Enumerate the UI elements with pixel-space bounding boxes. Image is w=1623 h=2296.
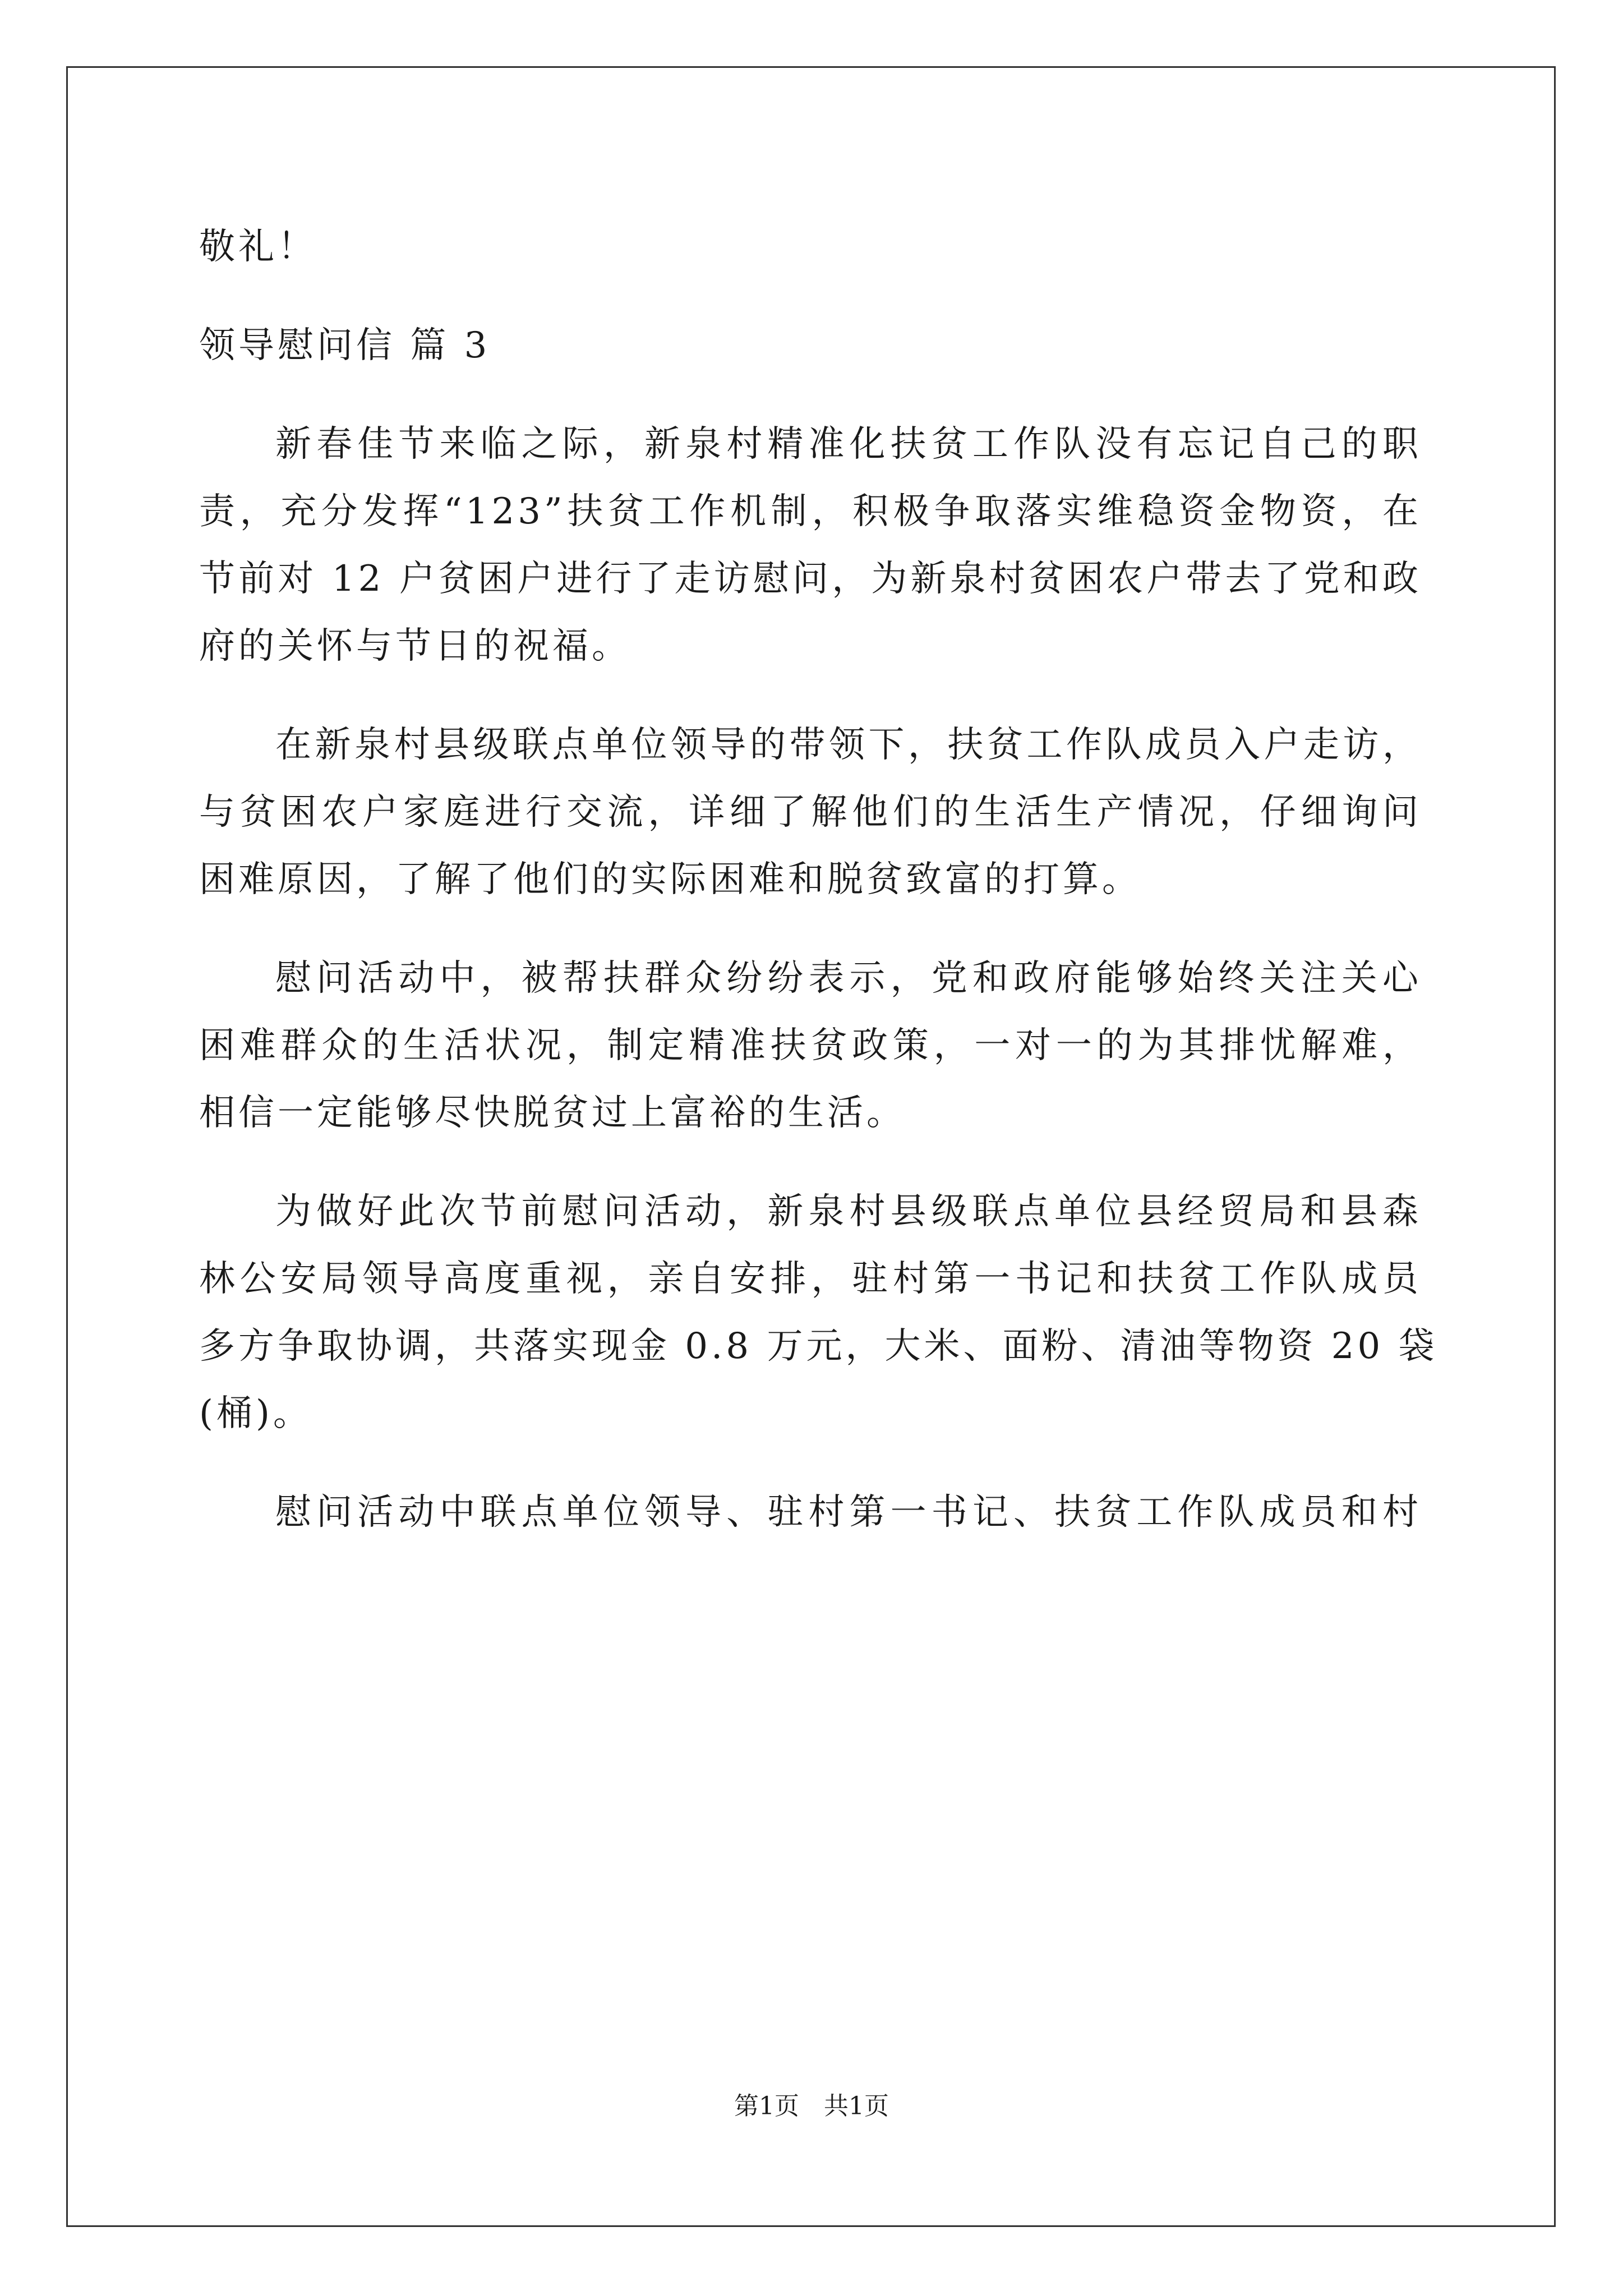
paragraph-5 — [199, 1479, 1422, 1546]
paragraph-4 — [199, 1178, 1438, 1447]
paragraph-3 — [199, 945, 1422, 1147]
salutation — [199, 213, 1422, 280]
paragraph-line: 新春佳节来临之际，新泉村精准化扶贫工作队没有忘记自己的职 — [275, 424, 1422, 465]
paragraph-line: 慰问活动中联点单位领导、驻村第一书记、扶贫工作队成员和村 — [275, 1492, 1422, 1533]
paragraph-1 — [199, 411, 1422, 680]
paragraph-line: 在新泉村县级联点单位领导的带领下，扶贫工作队成员入户走访， — [275, 724, 1422, 766]
paragraph-line: 林公安局领导高度重视，亲自安排，驻村第一书记和扶贫工作队成员 — [199, 1258, 1422, 1300]
paragraph-line: 节前对 12 户贫困户进行了走访慰问，为新泉村贫困农户带去了党和政 — [199, 558, 1422, 600]
paragraph-line: 与贫困农户家庭进行交流，详细了解他们的生活生产情况，仔细询问 — [199, 792, 1422, 833]
paragraph-line: 相信一定能够尽快脱贫过上富裕的生活。 — [199, 1092, 906, 1134]
paragraph-line: 慰问活动中，被帮扶群众纷纷表示，党和政府能够始终关注关心 — [275, 958, 1422, 999]
salutation-text: 敬礼！ — [199, 226, 317, 268]
section-title — [199, 312, 1422, 379]
page-footer: 第1页 共1页 — [734, 2092, 889, 2120]
paragraph-line: 多方争取协调，共落实现金 0.8 万元，大米、面粉、清油等物资 20 袋 — [199, 1326, 1438, 1367]
document-body — [199, 213, 1438, 1577]
paragraph-line: (桶)。 — [199, 1393, 312, 1434]
paragraph-2 — [199, 711, 1422, 913]
paragraph-line: 困难原因，了解了他们的实际困难和脱贫致富的打算。 — [199, 859, 1141, 900]
paragraph-line: 为做好此次节前慰问活动，新泉村县级联点单位县经贸局和县森 — [275, 1191, 1422, 1232]
paragraph-line: 府的关怀与节日的祝福。 — [199, 625, 631, 667]
paragraph-line: 困难群众的生活状况，制定精准扶贫政策，一对一的为其排忧解难， — [199, 1025, 1422, 1066]
section-title-text: 领导慰问信 篇 3 — [199, 325, 491, 366]
paragraph-line: 责，充分发挥“123”扶贫工作机制，积极争取落实维稳资金物资，在 — [199, 491, 1422, 532]
